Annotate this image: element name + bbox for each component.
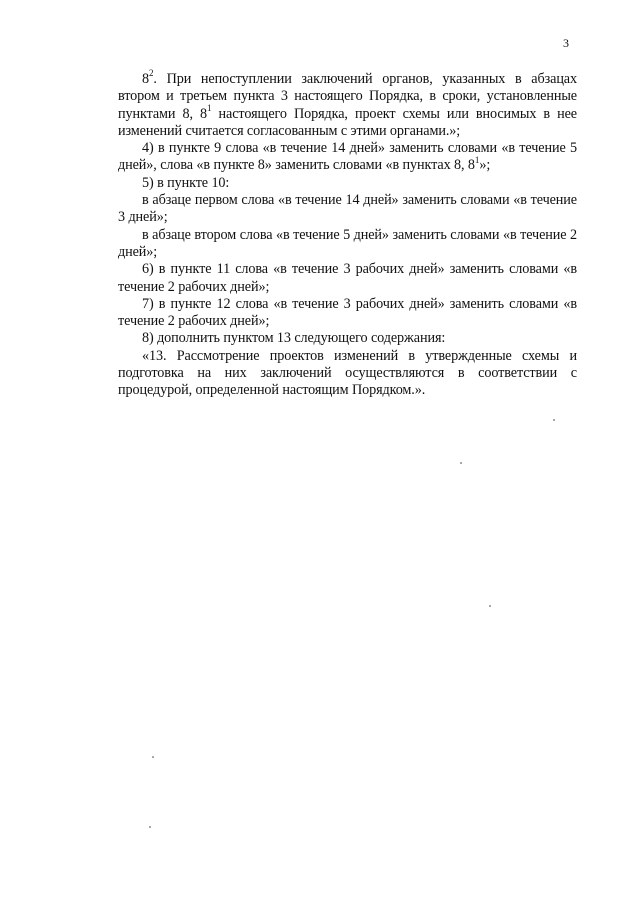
superscript: 1 [474, 154, 480, 165]
scan-speck [489, 605, 491, 607]
scan-speck [152, 756, 154, 758]
paragraph-text: . При непоступлении заключений органов, указанных в абзацах втором и третьем пункта 3 настоящего Порядка, в сроки, установленные пунктами 8, 8 [118, 71, 577, 122]
paragraph-item-5: 5) в пункте 10: [142, 174, 230, 191]
paragraph-item-7: 7) в пункте 12 слова «в течение 3 рабочих дней» заменить словами «в течение 2 рабочих дней»; [118, 295, 577, 330]
paragraph-quote-13: «13. Рассмотрение проектов изменений в утвержденные схемы и подготовка на них заключений осуществляются в соответствии с процедурой, определенной настоящим Порядком.». [118, 347, 577, 399]
paragraph-item-8: 8) дополнить пунктом 13 следующего содержания: [142, 330, 446, 347]
paragraph-number: 8 [142, 71, 149, 87]
scan-speck [149, 826, 151, 828]
paragraph-item-4 [118, 140, 577, 175]
scan-speck [460, 462, 462, 464]
paragraph-item-6: 6) в пункте 11 слова «в течение 3 рабочих дней» заменить словами «в течение 2 рабочих дней»; [118, 261, 577, 295]
paragraph-8-2 [118, 68, 577, 140]
superscript: 1 [207, 102, 212, 113]
paragraph-text: 4) в пункте 9 слова «в течение 14 дней» заменить словами «в течение 5 дней», слова «в пункте 8» заменить словами «в пунктах 8, 8 [118, 140, 577, 174]
paragraph-text: »; [479, 157, 491, 174]
scan-speck [553, 419, 555, 421]
document-body [118, 68, 577, 400]
paragraph-second-abzac: в абзаце втором слова «в течение 5 дней» заменить словами «в течение 2 дней»; [118, 226, 577, 260]
page-number: 3 [563, 36, 569, 50]
superscript: 2 [149, 68, 154, 79]
paragraph-first-abzac: в абзаце первом слова «в течение 14 дней» заменить словами «в течение 3 дней»; [118, 192, 577, 226]
paragraph-text: настоящего Порядка, проект схемы или вносимых в нее изменений считается согласованным с этими органами.»; [118, 105, 577, 139]
